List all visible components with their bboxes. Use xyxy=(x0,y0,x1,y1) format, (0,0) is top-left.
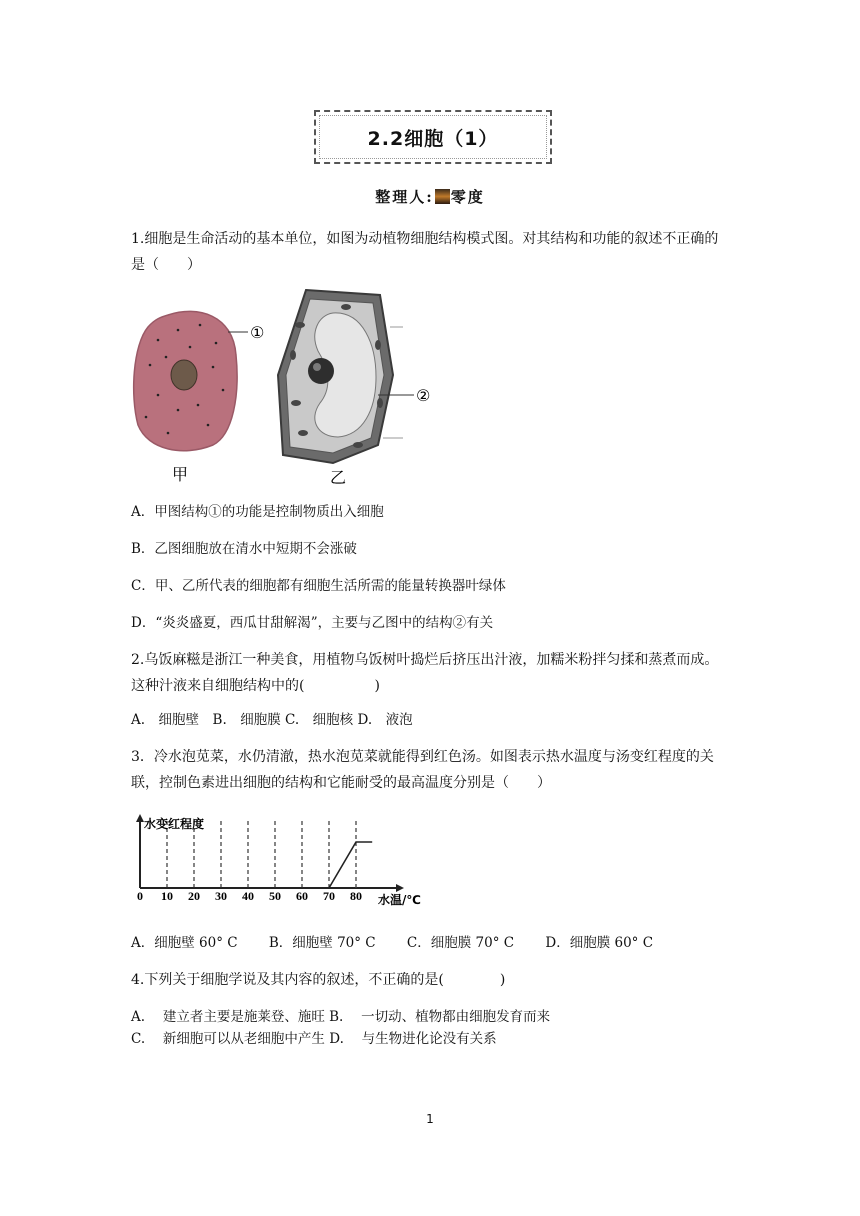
q1-option-a: A．甲图结构①的功能是控制物质出入细胞 xyxy=(131,504,384,520)
x-tick-label: 70 xyxy=(323,889,335,903)
q2-options: A. 细胞壁 B. 细胞膜 C. 细胞核 D. 液泡 xyxy=(131,712,413,728)
y-axis-label: 水变红程度 xyxy=(144,817,205,831)
avatar-icon xyxy=(435,189,450,204)
x-axis-label: 水温/℃ xyxy=(378,893,421,907)
plant-cell-label: 乙 xyxy=(330,468,347,487)
x-axis-arrow xyxy=(396,884,404,892)
x-tick-label: 80 xyxy=(350,889,362,903)
x-tick-label: 30 xyxy=(215,889,227,903)
y-axis-arrow xyxy=(136,814,144,822)
q2-stem: 2.乌饭麻糍是浙江一种美食，用植物乌饭树叶捣烂后挤压出汁液，加糯米粉拌匀揉和蒸煮而成。这种汁液来自细胞结构中的( ) xyxy=(131,652,719,694)
x-tick-label: 60 xyxy=(296,889,308,903)
author-name: 零度 xyxy=(450,188,485,206)
q1-option-b: B．乙图细胞放在清水中短期不会涨破 xyxy=(131,541,357,557)
animal-cell-nucleus xyxy=(171,360,197,390)
q3-options: A．细胞壁 60° C B．细胞壁 70° C C．细胞膜 70° C D．细胞膜 60° C xyxy=(131,935,654,951)
q4-options-line1: A. 建立者主要是施莱登、施旺 B. 一切动、植物都由细胞发育而来 xyxy=(131,1009,551,1025)
q4-stem: 4.下列关于细胞学说及其内容的叙述，不正确的是( ) xyxy=(131,972,506,988)
plant-cell-nucleus xyxy=(308,358,334,384)
q4-options-line2: C. 新细胞可以从老细胞中产生 D. 与生物进化论没有关系 xyxy=(131,1031,497,1047)
temperature-chart xyxy=(128,812,428,907)
q1-stem: 1.细胞是生命活动的基本单位，如图为动植物细胞结构模式图。对其结构和功能的叙述不正确的是（ ） xyxy=(131,231,719,273)
author-line xyxy=(0,186,860,207)
page-title: 2.2细胞（1） xyxy=(367,127,499,150)
page-number: 1 xyxy=(426,1112,434,1126)
series-line xyxy=(140,842,372,888)
q1-option-d: D．“炎炎盛夏，西瓜甘甜解渴”，主要与乙图中的结构②有关 xyxy=(131,615,494,631)
marker2-label: ② xyxy=(416,386,431,405)
q3-stem: 3．冷水泡苋菜，水仍清澈，热水泡苋菜就能得到红色汤。如图表示热水温度与汤变红程度的关联，控制色素进出细胞的结构和它能耐受的最高温度分别是（ ） xyxy=(131,749,714,791)
nucleolus-highlight xyxy=(313,363,321,371)
x-tick-label: 10 xyxy=(161,889,173,903)
x-tick-label: 0 xyxy=(137,889,143,903)
animal-cell-label: 甲 xyxy=(172,465,189,484)
author-label: 整理人: xyxy=(375,188,434,206)
x-tick-label: 20 xyxy=(188,889,200,903)
marker1-label: ① xyxy=(250,323,265,342)
cell-diagram xyxy=(128,285,448,490)
x-tick-label: 40 xyxy=(242,889,254,903)
x-tick-label: 50 xyxy=(269,889,281,903)
title-box xyxy=(314,110,552,164)
q1-option-c: C．甲、乙所代表的细胞都有细胞生活所需的能量转换器叶绿体 xyxy=(131,578,506,594)
